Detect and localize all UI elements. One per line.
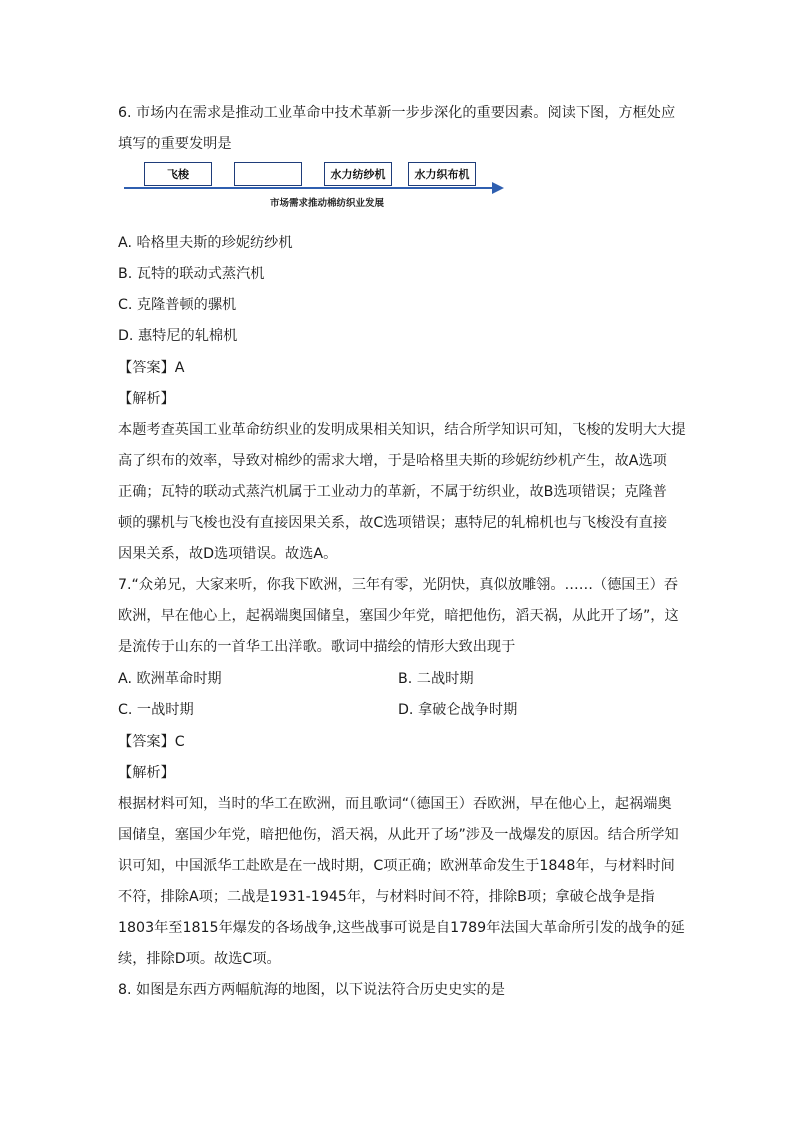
q6-analysis-line-4: 顿的骡机与飞梭也没有直接因果关系，故C选项错误；惠特尼的轧棉机也与飞梭没有直接 <box>118 515 668 532</box>
q7-analysis-line-3: 识可知，中国派华工赴欧是在一战时期，C项正确；欧洲革命发生于1848年，与材料时间 <box>118 858 675 875</box>
q7-analysis-line-6: 续，排除D项。故选C项。 <box>118 951 281 968</box>
q6-analysis-line-2: 高了织布的效率，导致对棉纱的需求大增，于是哈格里夫斯的珍妮纺纱机产生，故A选项 <box>118 452 667 469</box>
diagram-box-blank <box>234 162 302 186</box>
q6-option-d: D. 惠特尼的轧棉机 <box>118 328 238 345</box>
q6-option-c: C. 克隆普顿的骡机 <box>118 297 237 314</box>
q6-option-b: B. 瓦特的联动式蒸汽机 <box>118 266 265 283</box>
q7-analysis-line-5: 1803年至1815年爆发的各场战争,这些战事可说是自1789年法国大革命所引发的战争的延 <box>118 920 685 937</box>
q6-option-a: A. 哈格里夫斯的珍妮纺纱机 <box>118 235 293 252</box>
q7-answer: 【答案】C <box>118 733 185 750</box>
diagram-box-1: 飞梭 <box>144 162 212 186</box>
q7-analysis-label: 【解析】 <box>118 764 175 781</box>
q8-stem-line-1: 8. 如图是东西方两幅航海的地图，以下说法符合历史史实的是 <box>118 982 505 999</box>
diagram-arrow-head <box>492 182 504 194</box>
q6-analysis-line-5: 因果关系，故D选项错误。故选A。 <box>118 546 338 563</box>
q6-stem-line-2: 填写的重要发明是 <box>118 136 232 153</box>
q6-analysis-line-1: 本题考查英国工业革命纺织业的发明成果相关知识，结合所学知识可知，飞梭的发明大大提 <box>118 421 686 438</box>
q7-options-row-1 <box>118 664 678 696</box>
q6-stem-line-1: 6. 市场内在需求是推动工业革命中技术革新一步步深化的重要因素。阅读下图，方框处应 <box>118 105 676 121</box>
q7-analysis-line-2: 国储皇，塞国少年党，暗把他伤，滔天祸，从此开了场”涉及一战爆发的原因。结合所学知 <box>118 826 679 843</box>
q7-analysis-line-4: 不符，排除A项；二战是1931-1945年，与材料时间不符，排除B项；拿破仑战争是指 <box>118 889 655 906</box>
q6-analysis-line-3: 正确；瓦特的联动式蒸汽机属于工业动力的革新，不属于纺织业，故B选项错误；克隆普 <box>118 483 667 500</box>
diagram-caption: 市场需求推动棉纺织业发展 <box>270 198 385 210</box>
q7-option-c: C. 一战时期 <box>118 702 194 719</box>
q6-timeline-diagram <box>118 162 678 220</box>
diagram-arrow-line <box>124 187 494 189</box>
document-content <box>118 98 686 1007</box>
q7-stem-line-3: 是流传于山东的一首华工出洋歌。歌词中描绘的情形大致出现于 <box>118 639 516 656</box>
q7-options-row-2 <box>118 695 678 727</box>
q7-stem-line-2: 欧洲，早在他心上，起祸端奥国储皇，塞国少年党，暗把他伤，滔天祸，从此开了场”，这 <box>118 608 679 625</box>
diagram-box-4: 水力织布机 <box>408 162 476 186</box>
q6-analysis-label: 【解析】 <box>118 390 175 407</box>
q7-analysis-line-1: 根据材料可知，当时的华工在欧洲，而且歌词“（德国王）吞欧洲，早在他心上，起祸端奥 <box>118 795 672 812</box>
q7-option-a: A. 欧洲革命时期 <box>118 670 222 687</box>
q7-option-d: D. 拿破仑战争时期 <box>398 702 518 719</box>
diagram-box-3: 水力纺纱机 <box>324 162 392 186</box>
q6-answer: 【答案】A <box>118 359 185 376</box>
q7-stem-line-1: 7.“众弟兄，大家来听，你我下欧洲，三年有零，光阴快，真似放雕翎。……（德国王）吞 <box>118 577 679 594</box>
q7-option-b: B. 二战时期 <box>398 670 474 687</box>
